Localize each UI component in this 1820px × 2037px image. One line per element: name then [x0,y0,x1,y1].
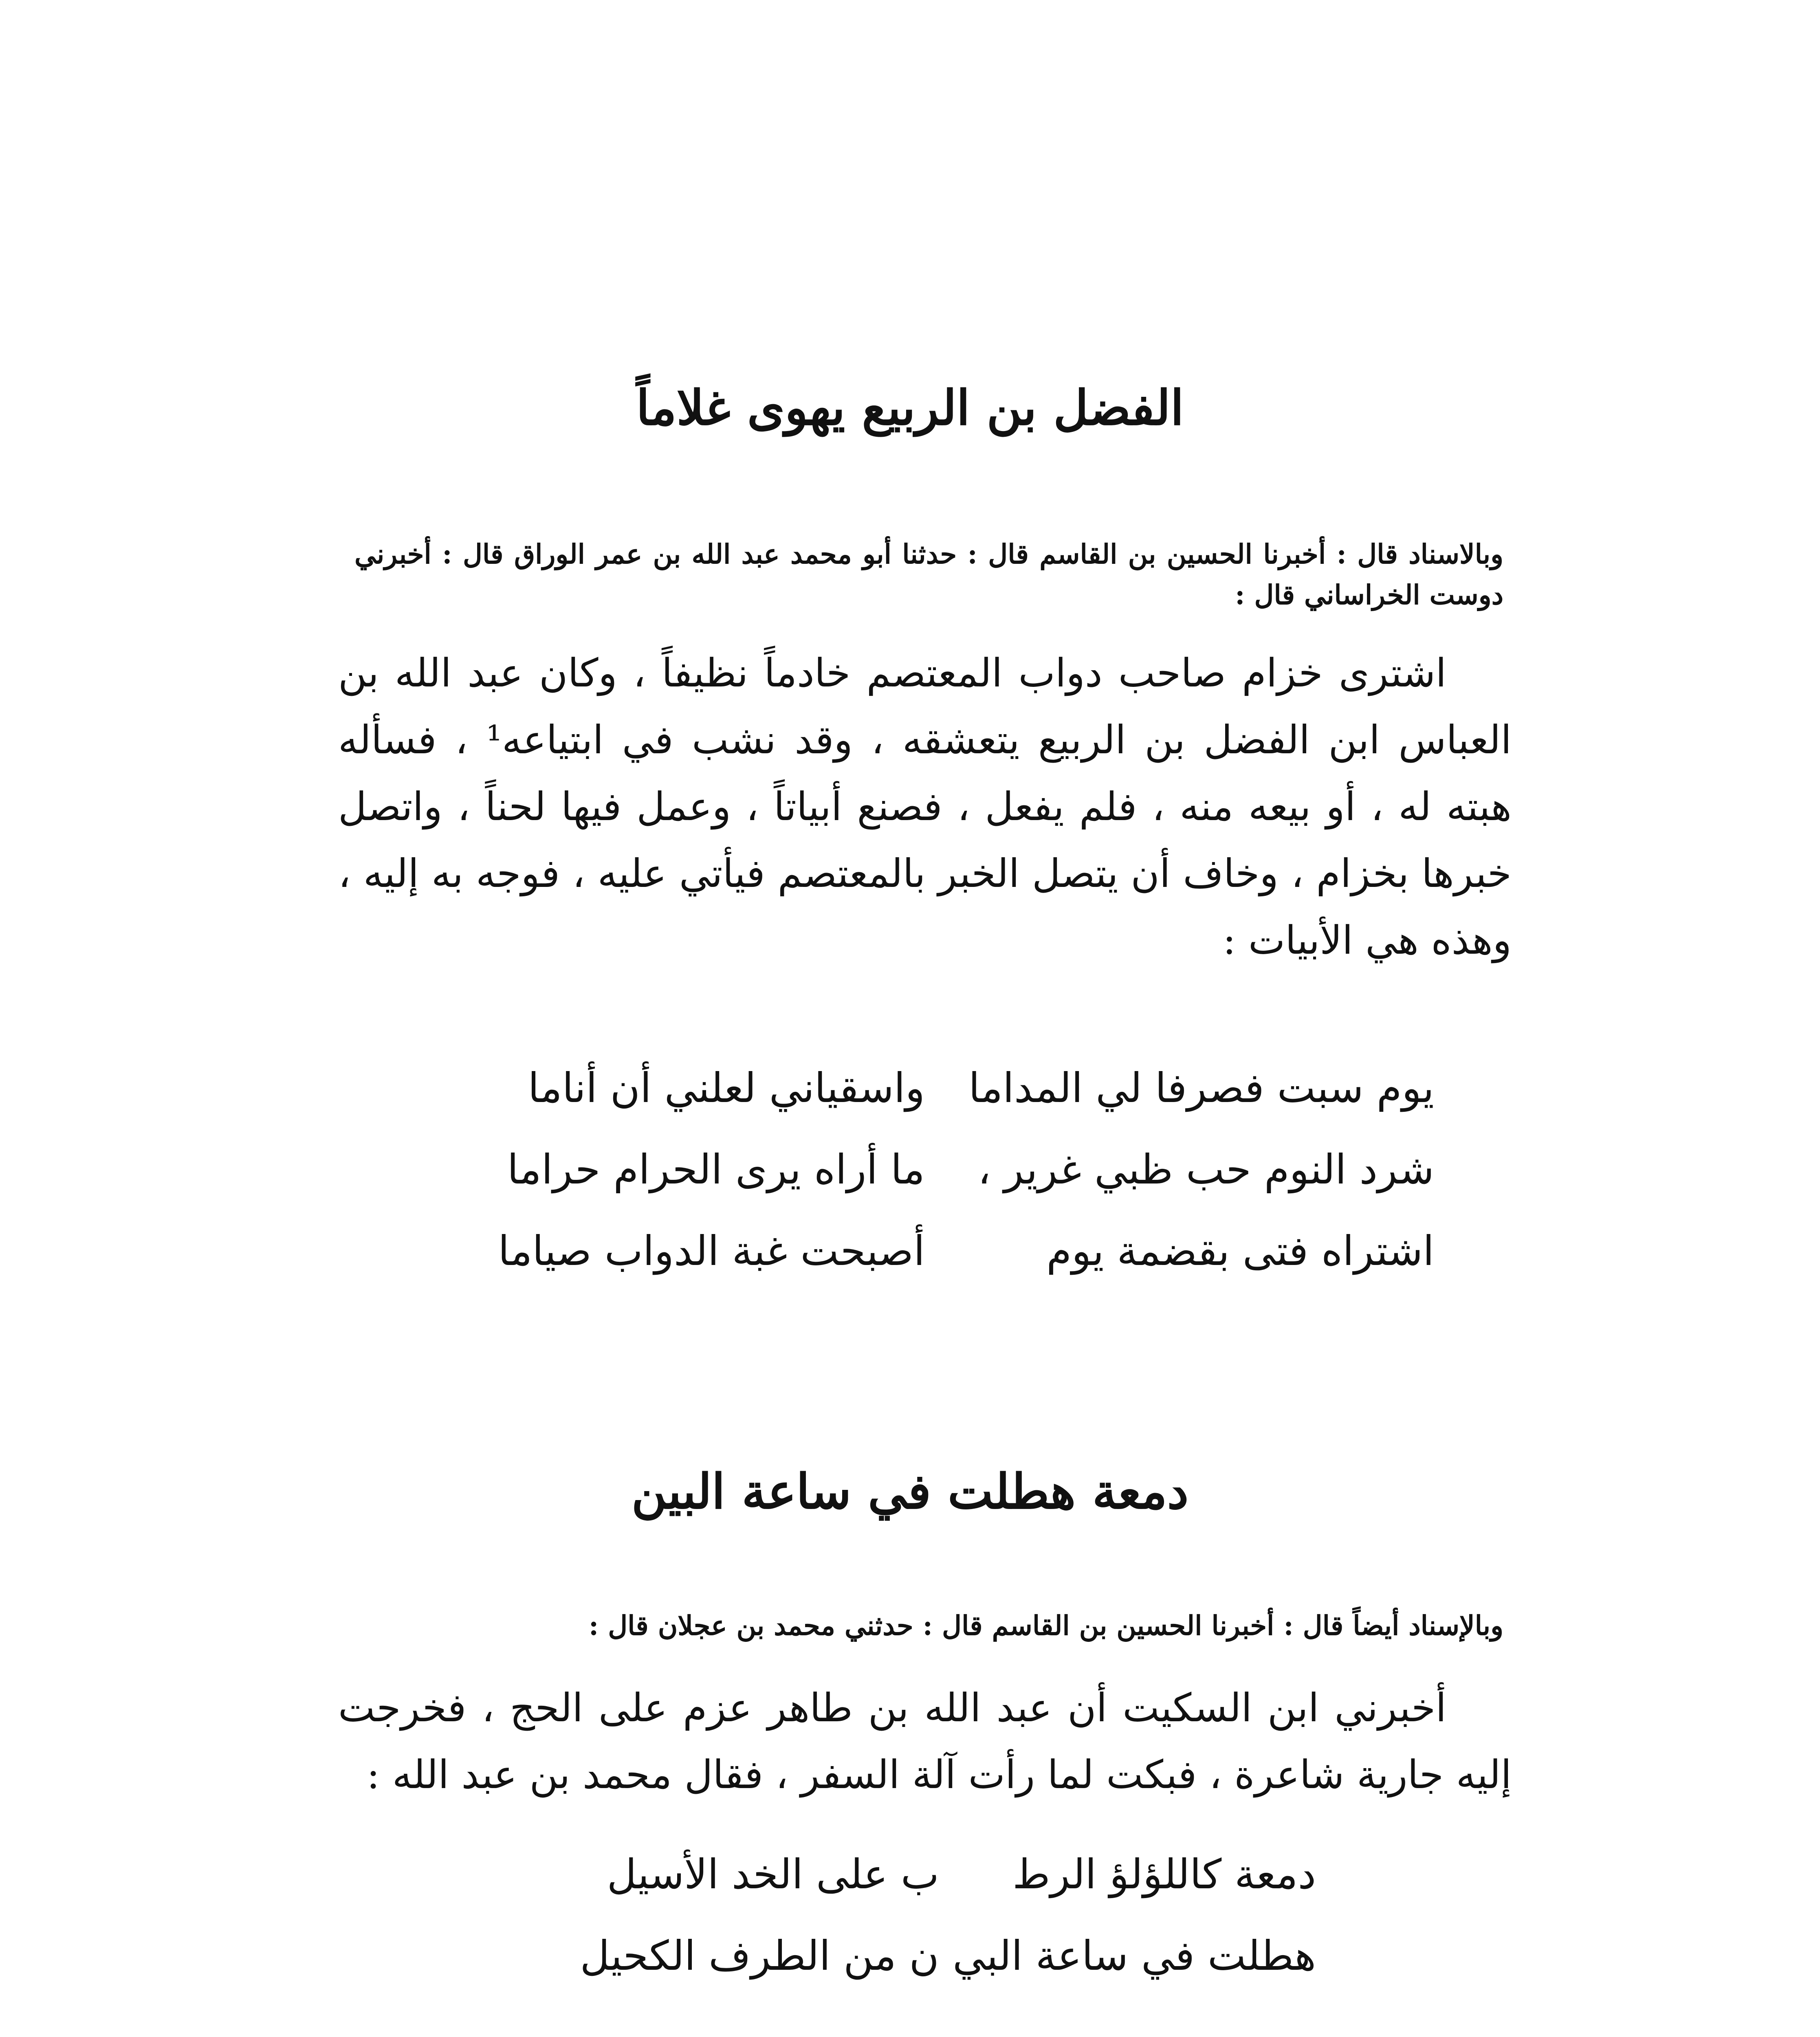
verse-line [416,1210,1434,1291]
verse-first-hemistich: شرد النوم حب ظبي غرير ، [977,1145,1434,1193]
verse-line [416,1047,1434,1128]
section1-prose: اشترى خزام صاحب دواب المعتصم خادماً نظيفاً ، وكان عبد الله بن العباس ابن الفضل بن الربيع يتعشقه ، وقد نشب في ابتياعه¹ ، فسأله هبته له ، أو بيعه منه ، فلم يفعل ، فصنع أبياتاً ، وعمل فيها لحناً ، واتصل خبرها بخزام ، وخاف أن يتصل الخبر بالمعتصم فيأتي عليه ، فوجه به إليه ، وهذه هي الأبيات : [338,650,1512,963]
section1-verses [416,1047,1434,1291]
verse-second-hemistich: أصبحت غبة الدواب صياما [498,1227,925,1275]
section1-title: الفضل بن الربيع يهوى غلاماً [636,379,1184,436]
section2-prose: أخبرني ابن السكيت أن عبد الله بن طاهر عزم على الحج ، فخرجت إليه جارية شاعرة ، فبكت لما رأت آلة السفر ، فقال محمد بن عبد الله : [338,1685,1512,1797]
section2-isnad: وبالإسناد أيضاً قال : أخبرنا الحسين بن القاسم قال : حدثني محمد بن عجلان قال : [588,1610,1503,1641]
verse-line [562,1915,1316,1996]
section1-isnad: وبالاسناد قال : أخبرنا الحسين بن القاسم قال : حدثنا أبو محمد عبد الله بن عمر الوراق قال : أخبرني دوست الخراساني قال : [354,538,1503,611]
verse-line [416,1128,1434,1210]
verse-first-hemistich: دمعة كاللؤلؤ الرط [1012,1850,1316,1898]
verse-second-hemistich: ب على الخد الأسيل [607,1850,939,1898]
verse-first-hemistich: هطلت في ساعة البي [953,1931,1316,1980]
verse-second-hemistich: ما أراه يرى الحرام حراما [507,1145,925,1193]
section2-verses [562,1833,1316,1996]
verse-first-hemistich: يوم سبت فصرفا لي المداما [968,1064,1434,1112]
section2-title: دمعة هطلت في ساعة البين [631,1463,1189,1520]
verse-first-hemistich: اشتراه فتى بقضمة يوم [1046,1227,1434,1275]
verse-line [562,1833,1316,1915]
verse-second-hemistich: ن من الطرف الكحيل [580,1931,939,1980]
verse-second-hemistich: واسقياني لعلني أن أناما [528,1064,925,1112]
